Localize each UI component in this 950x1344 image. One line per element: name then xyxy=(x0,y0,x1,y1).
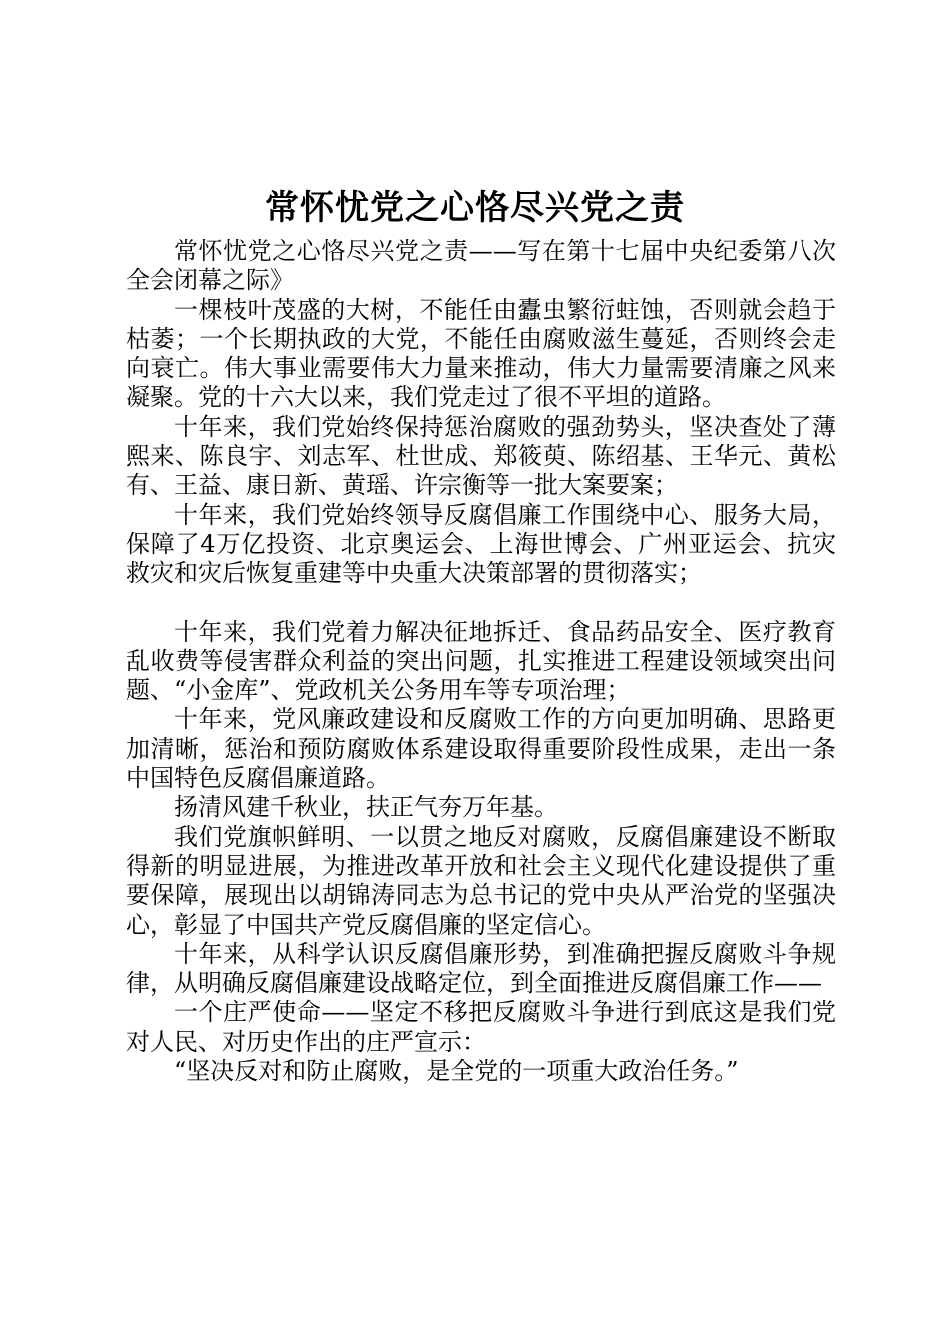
paragraph-progress: 我们党旗帜鲜明、一以贯之地反对腐败，反腐倡廉建设不断取得新的明显进展，为推进改革开放和社会主义现代化建设提供了重要保障，展现出以胡锦涛同志为总书记的党中央从严治党的坚强决心，彰显了中国共产党反腐倡廉的坚定信心。 xyxy=(126,822,836,939)
document-body xyxy=(126,237,836,1086)
paragraph-public-interest: 十年来，我们党着力解决征地拆迁、食品药品安全、医疗教育乱收费等侵害群众利益的突出问题，扎实推进工程建设领域突出问题、“小金库”、党政机关公务用车等专项治理； xyxy=(126,617,836,705)
paragraph-intro: 一棵枝叶茂盛的大树，不能任由蠹虫繁衍蛀蚀，否则就会趋于枯萎；一个长期执政的大党，不能任由腐败滋生蔓延，否则终会走向衰亡。伟大事业需要伟大力量来推动，伟大力量需要清廉之风来凝聚。党的十六大以来，我们党走过了很不平坦的道路。 xyxy=(126,295,836,412)
paragraph-ten-years: 十年来，从科学认识反腐倡廉形势，到准确把握反腐败斗争规律，从明确反腐倡廉建设战略定位，到全面推进反腐倡廉工作—— xyxy=(126,939,836,998)
paragraph-cases: 十年来，我们党始终保持惩治腐败的强劲势头，坚决查处了薄熙来、陈良宇、刘志军、杜世成、郑筱萸、陈绍基、王华元、黄松有、王益、康日新、黄瑶、许宗衡等一批大案要案； xyxy=(126,412,836,500)
paragraph-direction: 十年来，党风廉政建设和反腐败工作的方向更加明确、思路更加清晰，惩治和预防腐败体系建设取得重要阶段性成果，走出一条中国特色反腐倡廉道路。 xyxy=(126,705,836,793)
paragraph-mission: 一个庄严使命——坚定不移把反腐败斗争进行到底这是我们党对人民、对历史作出的庄严宣示： xyxy=(126,998,836,1056)
document-title: 常怀忧党之心恪尽兴党之责 xyxy=(265,188,685,228)
paragraph-subtitle: 常怀忧党之心恪尽兴党之责——写在第十七届中央纪委第八次全会闭幕之际》 xyxy=(126,237,836,295)
paragraph-central-work: 十年来，我们党始终领导反腐倡廉工作围绕中心、服务大局，保障了4万亿投资、北京奥运会、上海世博会、广州亚运会、抗灾救灾和灾后恢复重建等中央重大决策部署的贯彻落实； xyxy=(126,500,836,588)
paragraph-motto: 扬清风建千秋业，扶正气夯万年基。 xyxy=(174,793,558,822)
paragraph-quote: “坚决反对和防止腐败，是全党的一项重大政治任务。” xyxy=(174,1057,739,1086)
